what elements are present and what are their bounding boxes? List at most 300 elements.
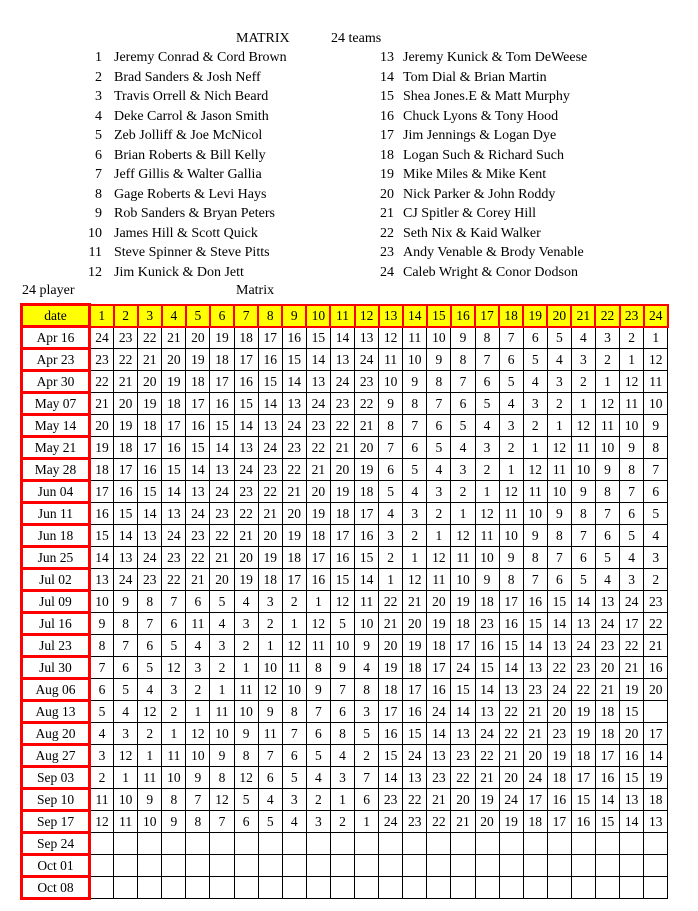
matrix-cell: 15: [355, 547, 379, 569]
matrix-cell: 8: [282, 701, 306, 723]
matrix-cell: 16: [379, 723, 403, 745]
matrix-cell: 4: [595, 569, 619, 591]
matrix-cell: 12: [330, 591, 354, 613]
matrix-cell: 11: [258, 723, 282, 745]
team-number: 7: [95, 167, 102, 182]
matrix-cell: 14: [547, 613, 571, 635]
column-header: 14: [403, 305, 427, 327]
matrix-cell: 15: [282, 349, 306, 371]
team-name: Rob Sanders & Bryan Peters: [114, 206, 275, 221]
matrix-cell: [186, 833, 210, 855]
matrix-cell: 5: [306, 745, 330, 767]
matrix-cell: 9: [186, 767, 210, 789]
matrix-cell: 14: [620, 811, 644, 833]
date-cell: May 14: [22, 415, 90, 437]
matrix-cell: 24: [475, 723, 499, 745]
matrix-cell: 24: [234, 459, 258, 481]
team-number: 19: [380, 167, 394, 182]
matrix-cell: 5: [90, 701, 114, 723]
matrix-cell: [620, 877, 644, 899]
column-header: 3: [138, 305, 162, 327]
matrix-cell: [162, 855, 186, 877]
matrix-cell: 24: [403, 745, 427, 767]
matrix-cell: 2: [234, 635, 258, 657]
matrix-cell: 17: [644, 723, 668, 745]
matrix-cell: [90, 833, 114, 855]
matrix-cell: 18: [90, 459, 114, 481]
matrix-cell: 6: [620, 503, 644, 525]
team-name: Jeremy Conrad & Cord Brown: [114, 50, 287, 65]
matrix-cell: 12: [620, 371, 644, 393]
table-row: [22, 679, 668, 701]
column-header: 4: [162, 305, 186, 327]
matrix-cell: 9: [523, 525, 547, 547]
matrix-cell: 7: [138, 613, 162, 635]
matrix-cell: 1: [306, 591, 330, 613]
matrix-cell: 1: [571, 393, 595, 415]
matrix-cell: 2: [523, 415, 547, 437]
matrix-cell: 20: [523, 745, 547, 767]
column-header: 21: [571, 305, 595, 327]
matrix-cell: 11: [306, 635, 330, 657]
matrix-cell: [644, 877, 668, 899]
matrix-cell: 24: [547, 679, 571, 701]
matrix-cell: 14: [379, 767, 403, 789]
matrix-cell: 1: [403, 547, 427, 569]
matrix-cell: 13: [90, 569, 114, 591]
team-number: 14: [380, 69, 394, 85]
table-row: [22, 613, 668, 635]
matrix-cell: 4: [114, 701, 138, 723]
matrix-cell: 20: [234, 547, 258, 569]
matrix-cell: 11: [379, 349, 403, 371]
team-number: 20: [380, 186, 394, 202]
matrix-cell: 15: [547, 591, 571, 613]
matrix-cell: 17: [547, 811, 571, 833]
matrix-cell: 20: [403, 613, 427, 635]
matrix-cell: 17: [234, 349, 258, 371]
matrix-cell: 8: [499, 569, 523, 591]
matrix-cell: 23: [114, 327, 138, 349]
matrix-cell: 14: [499, 657, 523, 679]
matrix-cell: 19: [475, 789, 499, 811]
matrix-cell: 24: [379, 811, 403, 833]
matrix-cell: 12: [644, 349, 668, 371]
matrix-cell: 19: [379, 657, 403, 679]
team-number: 1: [95, 50, 102, 65]
matrix-cell: 8: [162, 789, 186, 811]
table-row: [22, 745, 668, 767]
matrix-cell: 7: [306, 701, 330, 723]
matrix-cell: 7: [644, 459, 668, 481]
matrix-cell: 22: [403, 789, 427, 811]
matrix-cell: 7: [620, 481, 644, 503]
matrix-cell: 18: [547, 767, 571, 789]
matrix-cell: 7: [114, 635, 138, 657]
matrix-cell: 19: [90, 437, 114, 459]
matrix-cell: [282, 833, 306, 855]
matrix-cell: 14: [571, 591, 595, 613]
matrix-cell: 13: [523, 657, 547, 679]
matrix-cell: 11: [595, 415, 619, 437]
matrix-cell: 23: [475, 613, 499, 635]
matrix-cell: 9: [499, 547, 523, 569]
matrix-cell: 18: [138, 415, 162, 437]
matrix-cell: 3: [644, 547, 668, 569]
table-row: [22, 657, 668, 679]
matrix-cell: 7: [523, 569, 547, 591]
matrix-cell: 3: [620, 569, 644, 591]
matrix-cell: 20: [355, 437, 379, 459]
matrix-cell: 6: [90, 679, 114, 701]
matrix-cell: 13: [282, 393, 306, 415]
matrix-cell: 13: [330, 349, 354, 371]
matrix-cell: 12: [138, 701, 162, 723]
matrix-cell: 22: [330, 415, 354, 437]
matrix-cell: 24: [499, 789, 523, 811]
matrix-cell: 9: [571, 481, 595, 503]
matrix-cell: 19: [644, 767, 668, 789]
matrix-cell: 23: [571, 657, 595, 679]
matrix-cell: 1: [138, 745, 162, 767]
matrix-cell: 14: [595, 789, 619, 811]
matrix-cell: 7: [403, 415, 427, 437]
matrix-cell: 6: [523, 327, 547, 349]
matrix-cell: 13: [644, 811, 668, 833]
matrix-cell: 7: [90, 657, 114, 679]
date-cell: Jun 11: [22, 503, 90, 525]
matrix-cell: 15: [162, 459, 186, 481]
matrix-cell: 22: [547, 657, 571, 679]
team-name: Gage Roberts & Levi Hays: [114, 186, 267, 202]
team-name: Nick Parker & John Roddy: [403, 186, 556, 202]
matrix-cell: 9: [162, 811, 186, 833]
matrix-cell: 3: [355, 701, 379, 723]
matrix-cell: 9: [306, 679, 330, 701]
table-row: [22, 481, 668, 503]
matrix-cell: 4: [330, 745, 354, 767]
matrix-cell: 13: [306, 371, 330, 393]
matrix-cell: 11: [234, 679, 258, 701]
column-header: 5: [186, 305, 210, 327]
matrix-cell: 16: [282, 327, 306, 349]
matrix-cell: 5: [282, 767, 306, 789]
table-row: [22, 635, 668, 657]
team-number: 6: [95, 147, 102, 163]
matrix-cell: 23: [282, 437, 306, 459]
matrix-cell: 1: [547, 415, 571, 437]
matrix-cell: 20: [258, 525, 282, 547]
matrix-cell: 7: [571, 525, 595, 547]
matrix-cell: 5: [595, 547, 619, 569]
matrix-cell: [620, 833, 644, 855]
matrix-cell: 5: [620, 525, 644, 547]
matrix-cell: 16: [138, 459, 162, 481]
matrix-cell: 6: [547, 569, 571, 591]
matrix-cell: 3: [451, 459, 475, 481]
matrix-cell: 18: [644, 789, 668, 811]
matrix-cell: 2: [547, 393, 571, 415]
matrix-cell: 24: [90, 327, 114, 349]
matrix-cell: 20: [138, 371, 162, 393]
team-number: 17: [380, 128, 394, 143]
matrix-cell: 2: [427, 503, 451, 525]
team-name: Mike Miles & Mike Kent: [403, 167, 547, 182]
date-cell: Jun 04: [22, 481, 90, 503]
matrix-cell: [210, 877, 234, 899]
matrix-cell: 16: [547, 789, 571, 811]
matrix-cell: 4: [403, 481, 427, 503]
matrix-cell: 20: [475, 811, 499, 833]
matrix-cell: 4: [138, 679, 162, 701]
matrix-cell: 16: [571, 811, 595, 833]
matrix-cell: 5: [571, 569, 595, 591]
matrix-cell: 21: [234, 525, 258, 547]
date-cell: Jul 30: [22, 657, 90, 679]
matrix-cell: 14: [451, 701, 475, 723]
matrix-cell: 5: [499, 371, 523, 393]
matrix-cell: 18: [162, 393, 186, 415]
matrix-cell: 23: [90, 349, 114, 371]
matrix-cell: 22: [210, 525, 234, 547]
matrix-cell: 9: [427, 349, 451, 371]
matrix-cell: 20: [306, 481, 330, 503]
matrix-cell: 12: [306, 613, 330, 635]
matrix-cell: 21: [306, 459, 330, 481]
date-cell: Jun 25: [22, 547, 90, 569]
matrix-cell: 12: [475, 503, 499, 525]
matrix-cell: 21: [523, 701, 547, 723]
matrix-cell: 14: [186, 459, 210, 481]
matrix-cell: 2: [138, 723, 162, 745]
matrix-cell: 20: [547, 701, 571, 723]
matrix-cell: 2: [306, 789, 330, 811]
matrix-cell: 3: [306, 811, 330, 833]
matrix-cell: 10: [475, 547, 499, 569]
matrix-cell: 13: [571, 613, 595, 635]
matrix-cell: 23: [451, 745, 475, 767]
matrix-cell: 6: [306, 723, 330, 745]
matrix-cell: 20: [379, 635, 403, 657]
matrix-cell: 11: [571, 437, 595, 459]
matrix-cell: 19: [451, 591, 475, 613]
matrix-cell: 17: [330, 525, 354, 547]
matrix-cell: [427, 877, 451, 899]
matrix-cell: [330, 877, 354, 899]
matrix-cell: 8: [234, 745, 258, 767]
matrix-cell: [306, 855, 330, 877]
matrix-cell: 15: [234, 393, 258, 415]
column-header: 7: [234, 305, 258, 327]
matrix-cell: 1: [523, 437, 547, 459]
matrix-cell: 13: [620, 789, 644, 811]
matrix-cell: 16: [523, 591, 547, 613]
matrix-cell: 21: [355, 415, 379, 437]
matrix-cell: 4: [258, 789, 282, 811]
matrix-cell: 9: [379, 393, 403, 415]
matrix-cell: 8: [186, 811, 210, 833]
schedule-matrix: [20, 303, 669, 900]
matrix-cell: 16: [330, 547, 354, 569]
date-cell: Sep 17: [22, 811, 90, 833]
matrix-cell: 9: [90, 613, 114, 635]
team-number: 2: [95, 69, 102, 85]
matrix-cell: 18: [379, 679, 403, 701]
matrix-cell: 24: [282, 415, 306, 437]
matrix-cell: 11: [186, 613, 210, 635]
matrix-cell: 22: [644, 613, 668, 635]
matrix-cell: 11: [620, 393, 644, 415]
matrix-cell: 22: [306, 437, 330, 459]
matrix-cell: 1: [114, 767, 138, 789]
matrix-cell: 21: [644, 635, 668, 657]
matrix-cell: 16: [306, 569, 330, 591]
matrix-cell: 7: [379, 437, 403, 459]
matrix-cell: 20: [427, 591, 451, 613]
matrix-cell: 24: [138, 547, 162, 569]
date-cell: Oct 08: [22, 877, 90, 899]
matrix-cell: 8: [620, 459, 644, 481]
matrix-cell: 21: [90, 393, 114, 415]
matrix-cell: 24: [258, 437, 282, 459]
matrix-cell: 5: [330, 613, 354, 635]
column-header: 18: [499, 305, 523, 327]
matrix-cell: 6: [571, 547, 595, 569]
matrix-cell: 6: [114, 657, 138, 679]
matrix-cell: 18: [186, 371, 210, 393]
matrix-cell: [595, 877, 619, 899]
matrix-cell: 23: [138, 569, 162, 591]
matrix-cell: 19: [186, 349, 210, 371]
column-header: 16: [451, 305, 475, 327]
matrix-cell: 5: [523, 349, 547, 371]
column-header: 13: [379, 305, 403, 327]
matrix-cell: 10: [379, 371, 403, 393]
matrix-cell: 4: [379, 503, 403, 525]
matrix-cell: 5: [379, 481, 403, 503]
matrix-cell: 11: [138, 767, 162, 789]
matrix-cell: 10: [499, 525, 523, 547]
matrix-cell: [234, 855, 258, 877]
matrix-cell: 19: [403, 635, 427, 657]
team-name: Tom Dial & Brian Martin: [403, 69, 547, 85]
matrix-cell: 15: [90, 525, 114, 547]
matrix-cell: 4: [282, 811, 306, 833]
matrix-cell: 3: [571, 349, 595, 371]
matrix-cell: 10: [571, 459, 595, 481]
matrix-cell: 3: [427, 481, 451, 503]
matrix-cell: 5: [234, 789, 258, 811]
matrix-cell: 3: [162, 679, 186, 701]
matrix-cell: 24: [571, 635, 595, 657]
matrix-cell: 24: [186, 503, 210, 525]
matrix-cell: 24: [306, 393, 330, 415]
team-number: 24: [380, 264, 394, 280]
matrix-cell: 7: [186, 789, 210, 811]
matrix-cell: [355, 855, 379, 877]
matrix-cell: 16: [499, 613, 523, 635]
team-name: Travis Orrell & Nich Beard: [114, 89, 269, 104]
matrix-cell: 21: [282, 481, 306, 503]
table-row: [22, 833, 668, 855]
matrix-cell: 17: [427, 657, 451, 679]
matrix-cell: 16: [620, 745, 644, 767]
matrix-cell: 22: [499, 723, 523, 745]
matrix-cell: 3: [403, 503, 427, 525]
matrix-cell: 2: [355, 745, 379, 767]
matrix-cell: 14: [210, 437, 234, 459]
matrix-cell: 3: [499, 415, 523, 437]
matrix-cell: [258, 855, 282, 877]
matrix-cell: 7: [162, 591, 186, 613]
date-cell: Aug 27: [22, 745, 90, 767]
team-name: Zeb Jolliff & Joe McNicol: [114, 128, 263, 143]
matrix-cell: 1: [475, 481, 499, 503]
matrix-cell: 12: [186, 723, 210, 745]
matrix-cell: 15: [451, 679, 475, 701]
matrix-cell: 5: [162, 635, 186, 657]
matrix-cell: 18: [210, 349, 234, 371]
matrix-cell: 14: [138, 503, 162, 525]
matrix-cell: 1: [210, 679, 234, 701]
matrix-cell: 12: [234, 767, 258, 789]
matrix-cell: 8: [595, 481, 619, 503]
matrix-cell: 24: [355, 349, 379, 371]
matrix-cell: 24: [427, 701, 451, 723]
matrix-cell: 8: [114, 613, 138, 635]
matrix-cell: 9: [138, 789, 162, 811]
matrix-cell: 17: [282, 569, 306, 591]
matrix-cell: 4: [547, 349, 571, 371]
team-number: 3: [95, 89, 102, 104]
matrix-cell: 11: [210, 701, 234, 723]
table-row: [22, 327, 668, 349]
matrix-cell: 13: [186, 481, 210, 503]
matrix-cell: 2: [403, 525, 427, 547]
date-cell: May 07: [22, 393, 90, 415]
matrix-cell: 23: [547, 723, 571, 745]
matrix-cell: 23: [258, 459, 282, 481]
matrix-cell: [595, 855, 619, 877]
matrix-cell: 10: [330, 635, 354, 657]
matrix-cell: [186, 855, 210, 877]
matrix-cell: 12: [258, 679, 282, 701]
matrix-cell: 13: [234, 437, 258, 459]
matrix-cell: 24: [451, 657, 475, 679]
matrix-cell: 7: [258, 745, 282, 767]
table-row: [22, 503, 668, 525]
table-row: [22, 591, 668, 613]
team-number: 5: [95, 128, 102, 143]
matrix-cell: 13: [475, 701, 499, 723]
matrix-cell: 16: [644, 657, 668, 679]
table-row: [22, 877, 668, 899]
matrix-cell: 22: [379, 591, 403, 613]
column-header: 10: [306, 305, 330, 327]
matrix-cell: 20: [330, 459, 354, 481]
matrix-cell: 12: [90, 811, 114, 833]
matrix-cell: [355, 833, 379, 855]
matrix-cell: [186, 877, 210, 899]
matrix-cell: 22: [258, 481, 282, 503]
matrix-cell: 18: [306, 525, 330, 547]
column-header: 1: [90, 305, 114, 327]
team-name: Jeremy Kunick & Tom DeWeese: [403, 50, 588, 65]
matrix-cell: 4: [499, 393, 523, 415]
matrix-cell: 23: [186, 525, 210, 547]
matrix-cell: 9: [330, 657, 354, 679]
matrix-cell: [427, 833, 451, 855]
